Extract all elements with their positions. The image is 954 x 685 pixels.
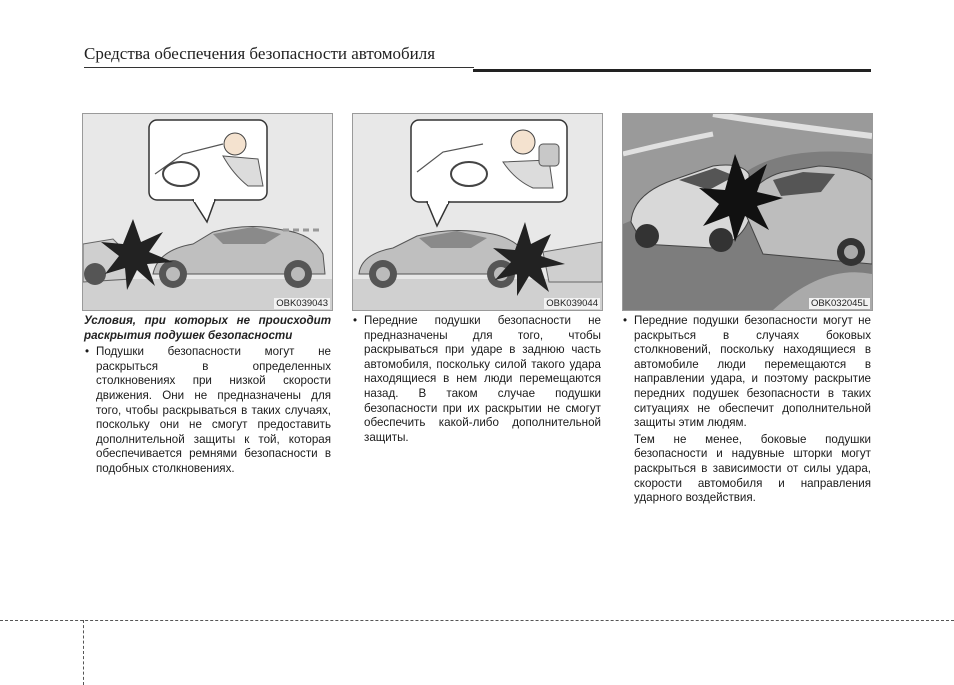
figure-code: OBK032045L — [810, 298, 868, 309]
figure-side-impact — [622, 113, 873, 311]
bullet-item — [84, 345, 331, 476]
illustration-car-crash — [83, 114, 332, 310]
figure-rear-impact — [352, 113, 603, 311]
bullet-item — [352, 314, 601, 445]
bullet-text: Подушки безопасности могут не раскрыться в определенных столкновениях при низкой скорости движения. Они не предназначены для того, чтобы раскрываться в таких случаях, поскольку они не смогут предоставить дополнительной защиты к той, которая обеспечивается ремнями безопасности в подобных столкновениях. — [96, 345, 331, 475]
crop-line-horizontal — [0, 620, 954, 621]
bullet-symbol: • — [623, 314, 628, 327]
bullet-text: Передние подушки безопасности могут не раскрыться в случаях боковых столкновений, поскольку находящиеся в автомобиле люди перемещаются в направлении удара, и поэтому раскрытие передних подушек безопасности в таких ситуациях не обеспечит дополнительной защиты этим людям. — [634, 314, 871, 430]
section-heading: Условия, при которых не происходит раскрытия подушек безопасности — [84, 314, 331, 342]
text-column-3 — [622, 314, 871, 506]
illustration-car-crash — [623, 114, 872, 310]
text-column-2 — [352, 314, 601, 445]
bullet-symbol: • — [353, 314, 358, 327]
header-rule-accent — [473, 69, 871, 72]
bullet-item — [622, 314, 871, 431]
figure-rear-side-impact — [82, 113, 333, 311]
bullet-text: Передние подушки безопасности не предназначены для того, чтобы раскрываться при ударе в заднюю часть автомобиля, поскольку силой такого удара находящиеся в нем люди перемещаются назад. В таком случае подушки безопасности при их раскрытии не смогут обеспечить какой-либо дополнительной защиты. — [364, 314, 601, 444]
header-rule — [84, 67, 474, 68]
crop-line-vertical — [83, 620, 84, 685]
page-title: Средства обеспечения безопасности автомобиля — [84, 44, 436, 63]
bullet-symbol: • — [85, 345, 90, 359]
illustration-car-crash — [353, 114, 602, 310]
paragraph: Тем не менее, боковые подушки безопасности и надувные шторки могут раскрыться в зависимости от силы удара, скорости автомобиля и направления ударного воздействия. — [634, 432, 871, 505]
text-column-1 — [84, 314, 331, 477]
figure-code: OBK039044 — [546, 298, 598, 309]
figure-code: OBK039043 — [276, 298, 328, 309]
